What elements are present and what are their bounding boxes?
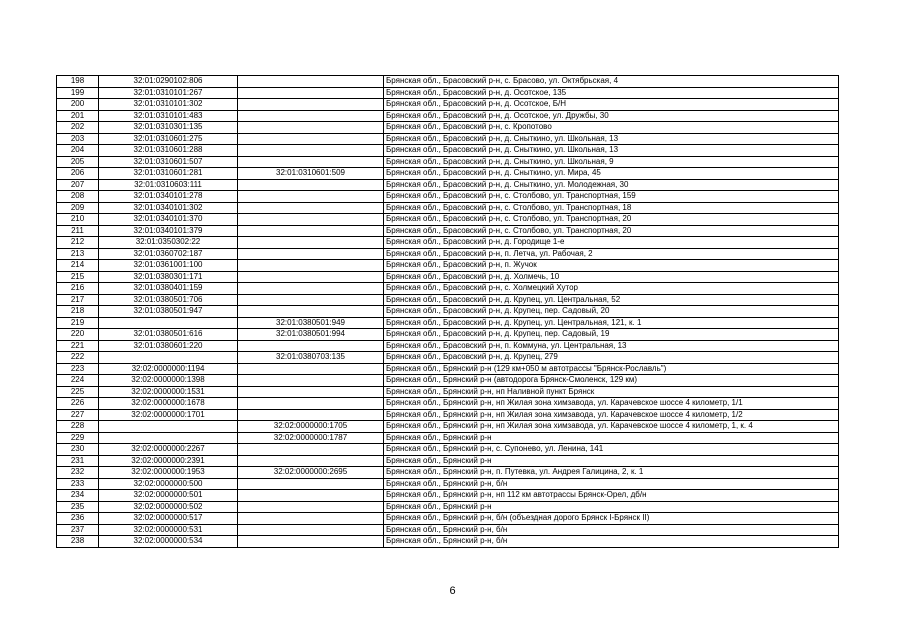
address: Брянская обл., Брасовский р-н, с. Брасово, ул. Октябрьская, 4 bbox=[384, 76, 839, 88]
address: Брянская обл., Брасовский р-н, с. Столбово, ул. Транспортная, 159 bbox=[384, 191, 839, 203]
address: Брянская обл., Брянский р-н, б/н bbox=[384, 478, 839, 490]
address: Брянская обл., Брянский р-н, б/н (объездная дорого Брянск I-Брянск II) bbox=[384, 513, 839, 525]
table-row bbox=[57, 191, 839, 203]
address: Брянская обл., Брасовский р-н, п. Коммуна, ул. Центральная, 13 bbox=[384, 340, 839, 352]
cadastral-number bbox=[99, 317, 238, 329]
address: Брянская обл., Брянский р-н, нп Наливной пункт Брянск bbox=[384, 386, 839, 398]
table-row bbox=[57, 122, 839, 134]
row-number: 220 bbox=[57, 329, 99, 341]
cadastral-number: 32:01:0310301:135 bbox=[99, 122, 238, 134]
cadastral-number: 32:01:0340101:302 bbox=[99, 202, 238, 214]
cadastral-number-secondary bbox=[238, 398, 384, 410]
address: Брянская обл., Брянский р-н, б/н bbox=[384, 536, 839, 548]
cadastral-number-secondary bbox=[238, 524, 384, 536]
table-row bbox=[57, 283, 839, 295]
address: Брянская обл., Брасовский р-н, д. Осотское, Б/Н bbox=[384, 99, 839, 111]
row-number: 224 bbox=[57, 375, 99, 387]
cadastral-number-secondary bbox=[238, 145, 384, 157]
row-number: 235 bbox=[57, 501, 99, 513]
cadastral-number: 32:02:0000000:1701 bbox=[99, 409, 238, 421]
address: Брянская обл., Брянский р-н (129 км+050 м автотрассы "Брянск-Рославль") bbox=[384, 363, 839, 375]
cadastral-number-secondary bbox=[238, 122, 384, 134]
address: Брянская обл., Брасовский р-н, с. Холмецкий Хутор bbox=[384, 283, 839, 295]
cadastral-number: 32:02:0000000:1678 bbox=[99, 398, 238, 410]
row-number: 229 bbox=[57, 432, 99, 444]
cadastral-number: 32:01:0310601:275 bbox=[99, 133, 238, 145]
table-row bbox=[57, 386, 839, 398]
row-number: 215 bbox=[57, 271, 99, 283]
cadastral-number: 32:01:0380401:159 bbox=[99, 283, 238, 295]
row-number: 212 bbox=[57, 237, 99, 249]
address: Брянская обл., Брасовский р-н, с. Кропотово bbox=[384, 122, 839, 134]
cadastral-number: 32:01:0380301:171 bbox=[99, 271, 238, 283]
cadastral-number-secondary bbox=[238, 76, 384, 88]
table-row bbox=[57, 513, 839, 525]
table-row bbox=[57, 432, 839, 444]
cadastral-number-secondary: 32:01:0380501:949 bbox=[238, 317, 384, 329]
table-row bbox=[57, 455, 839, 467]
cadastral-number: 32:02:0000000:517 bbox=[99, 513, 238, 525]
row-number: 238 bbox=[57, 536, 99, 548]
table-row bbox=[57, 467, 839, 479]
row-number: 223 bbox=[57, 363, 99, 375]
address: Брянская обл., Брянский р-н, п. Путевка, ул. Андрея Галицина, 2, к. 1 bbox=[384, 467, 839, 479]
row-number: 205 bbox=[57, 156, 99, 168]
cadastral-number: 32:01:0310101:483 bbox=[99, 110, 238, 122]
row-number: 204 bbox=[57, 145, 99, 157]
address: Брянская обл., Брасовский р-н, д. Сныткино, ул. Школьная, 9 bbox=[384, 156, 839, 168]
row-number: 232 bbox=[57, 467, 99, 479]
address: Брянская обл., Брасовский р-н, д. Сныткино, ул. Молодежная, 30 bbox=[384, 179, 839, 191]
cadastral-number-secondary bbox=[238, 248, 384, 260]
cadastral-number-secondary bbox=[238, 444, 384, 456]
cadastral-number: 32:01:0310603:111 bbox=[99, 179, 238, 191]
cadastral-number-secondary bbox=[238, 179, 384, 191]
cadastral-number-secondary: 32:02:0000000:2695 bbox=[238, 467, 384, 479]
row-number: 217 bbox=[57, 294, 99, 306]
cadastral-number-secondary bbox=[238, 363, 384, 375]
cadastral-number: 32:01:0380601:220 bbox=[99, 340, 238, 352]
address: Брянская обл., Брасовский р-н, с. Столбово, ул. Транспортная, 20 bbox=[384, 225, 839, 237]
table-row bbox=[57, 133, 839, 145]
cadastral-number: 32:01:0310101:267 bbox=[99, 87, 238, 99]
cadastral-number-secondary bbox=[238, 536, 384, 548]
cadastral-number: 32:01:0380501:947 bbox=[99, 306, 238, 318]
address: Брянская обл., Брянский р-н bbox=[384, 501, 839, 513]
table-row bbox=[57, 398, 839, 410]
row-number: 227 bbox=[57, 409, 99, 421]
table-row bbox=[57, 478, 839, 490]
table-row bbox=[57, 179, 839, 191]
row-number: 230 bbox=[57, 444, 99, 456]
table-row bbox=[57, 317, 839, 329]
cadastral-number-secondary bbox=[238, 87, 384, 99]
address: Брянская обл., Брасовский р-н, д. Крупец, ул. Центральная, 121, к. 1 bbox=[384, 317, 839, 329]
row-number: 231 bbox=[57, 455, 99, 467]
cadastral-number: 32:01:0350302:22 bbox=[99, 237, 238, 249]
address: Брянская обл., Брасовский р-н, с. Столбово, ул. Транспортная, 18 bbox=[384, 202, 839, 214]
row-number: 216 bbox=[57, 283, 99, 295]
row-number: 199 bbox=[57, 87, 99, 99]
cadastral-number-secondary bbox=[238, 513, 384, 525]
cadastral-number: 32:01:0310101:302 bbox=[99, 99, 238, 111]
registry-table bbox=[56, 75, 839, 548]
address: Брянская обл., Брасовский р-н, с. Столбово, ул. Транспортная, 20 bbox=[384, 214, 839, 226]
address: Брянская обл., Брасовский р-н, д. Холмечь, 10 bbox=[384, 271, 839, 283]
address: Брянская обл., Брянский р-н, с. Супонево, ул. Ленина, 141 bbox=[384, 444, 839, 456]
address: Брянская обл., Брасовский р-н, д. Сныткино, ул. Школьная, 13 bbox=[384, 133, 839, 145]
address: Брянская обл., Брянский р-н bbox=[384, 455, 839, 467]
table-row bbox=[57, 225, 839, 237]
address: Брянская обл., Брянский р-н, нп Жилая зона химзавода, ул. Карачевское шоссе 4 километр, 1/1 bbox=[384, 398, 839, 410]
cadastral-number: 32:02:0000000:501 bbox=[99, 490, 238, 502]
row-number: 219 bbox=[57, 317, 99, 329]
table-row bbox=[57, 237, 839, 249]
row-number: 236 bbox=[57, 513, 99, 525]
table-row bbox=[57, 156, 839, 168]
cadastral-number-secondary bbox=[238, 191, 384, 203]
row-number: 211 bbox=[57, 225, 99, 237]
cadastral-number: 32:02:0000000:500 bbox=[99, 478, 238, 490]
cadastral-number-secondary bbox=[238, 490, 384, 502]
table-row bbox=[57, 375, 839, 387]
table-row bbox=[57, 409, 839, 421]
cadastral-number-secondary bbox=[238, 283, 384, 295]
row-number: 210 bbox=[57, 214, 99, 226]
table-row bbox=[57, 444, 839, 456]
cadastral-number-secondary bbox=[238, 202, 384, 214]
cadastral-number: 32:02:0000000:2391 bbox=[99, 455, 238, 467]
table-row bbox=[57, 340, 839, 352]
cadastral-number bbox=[99, 421, 238, 433]
row-number: 203 bbox=[57, 133, 99, 145]
page-number: 6 bbox=[449, 585, 456, 597]
address: Брянская обл., Брянский р-н, нп Жилая зона химзавода, ул. Карачевское шоссе 4 километр, 1, к. 4 bbox=[384, 421, 839, 433]
table-row bbox=[57, 271, 839, 283]
cadastral-number: 32:01:0310601:507 bbox=[99, 156, 238, 168]
cadastral-number: 32:02:0000000:1531 bbox=[99, 386, 238, 398]
cadastral-number-secondary bbox=[238, 375, 384, 387]
address: Брянская обл., Брянский р-н, нп Жилая зона химзавода, ул. Карачевское шоссе 4 километр, 1/2 bbox=[384, 409, 839, 421]
row-number: 213 bbox=[57, 248, 99, 260]
table-row bbox=[57, 306, 839, 318]
cadastral-number-secondary bbox=[238, 99, 384, 111]
row-number: 202 bbox=[57, 122, 99, 134]
cadastral-number: 32:02:0000000:1398 bbox=[99, 375, 238, 387]
cadastral-number-secondary bbox=[238, 306, 384, 318]
cadastral-number: 32:02:0000000:1194 bbox=[99, 363, 238, 375]
cadastral-number: 32:01:0340101:278 bbox=[99, 191, 238, 203]
cadastral-number-secondary bbox=[238, 501, 384, 513]
address: Брянская обл., Брянский р-н (автодорога Брянск-Смоленск, 129 км) bbox=[384, 375, 839, 387]
table-row bbox=[57, 490, 839, 502]
address: Брянская обл., Брасовский р-н, п. Летча, ул. Рабочая, 2 bbox=[384, 248, 839, 260]
row-number: 208 bbox=[57, 191, 99, 203]
row-number: 214 bbox=[57, 260, 99, 272]
cadastral-number: 32:01:0310601:281 bbox=[99, 168, 238, 180]
cadastral-number: 32:02:0000000:534 bbox=[99, 536, 238, 548]
cadastral-number: 32:01:0340101:370 bbox=[99, 214, 238, 226]
address: Брянская обл., Брасовский р-н, д. Крупец, 279 bbox=[384, 352, 839, 364]
address: Брянская обл., Брянский р-н bbox=[384, 432, 839, 444]
row-number: 233 bbox=[57, 478, 99, 490]
table-row bbox=[57, 87, 839, 99]
table-row bbox=[57, 145, 839, 157]
row-number: 237 bbox=[57, 524, 99, 536]
row-number: 225 bbox=[57, 386, 99, 398]
cadastral-number bbox=[99, 432, 238, 444]
table-row bbox=[57, 421, 839, 433]
table-row bbox=[57, 214, 839, 226]
table-row bbox=[57, 110, 839, 122]
address: Брянская обл., Брасовский р-н, д. Осотское, ул. Дружбы, 30 bbox=[384, 110, 839, 122]
registry-table-body bbox=[57, 76, 839, 548]
cadastral-number-secondary bbox=[238, 340, 384, 352]
address: Брянская обл., Брасовский р-н, д. Осотское, 135 bbox=[384, 87, 839, 99]
cadastral-number-secondary bbox=[238, 271, 384, 283]
table-row bbox=[57, 501, 839, 513]
table-row bbox=[57, 248, 839, 260]
row-number: 201 bbox=[57, 110, 99, 122]
address: Брянская обл., Брасовский р-н, п. Жучок bbox=[384, 260, 839, 272]
address: Брянская обл., Брасовский р-н, д. Крупец, пер. Садовый, 19 bbox=[384, 329, 839, 341]
cadastral-number-secondary bbox=[238, 386, 384, 398]
table-row bbox=[57, 260, 839, 272]
cadastral-number-secondary bbox=[238, 455, 384, 467]
cadastral-number-secondary bbox=[238, 110, 384, 122]
cadastral-number-secondary bbox=[238, 260, 384, 272]
cadastral-number: 32:02:0000000:1953 bbox=[99, 467, 238, 479]
cadastral-number-secondary bbox=[238, 237, 384, 249]
row-number: 209 bbox=[57, 202, 99, 214]
row-number: 226 bbox=[57, 398, 99, 410]
cadastral-number-secondary bbox=[238, 156, 384, 168]
table-row bbox=[57, 99, 839, 111]
table-row bbox=[57, 168, 839, 180]
row-number: 200 bbox=[57, 99, 99, 111]
cadastral-number: 32:01:0361001:100 bbox=[99, 260, 238, 272]
table-row bbox=[57, 536, 839, 548]
cadastral-number: 32:02:0000000:531 bbox=[99, 524, 238, 536]
table-row bbox=[57, 352, 839, 364]
address: Брянская обл., Брянский р-н, нп 112 км автотрассы Брянск-Орел, дб/н bbox=[384, 490, 839, 502]
cadastral-number-secondary bbox=[238, 478, 384, 490]
cadastral-number-secondary: 32:01:0380501:994 bbox=[238, 329, 384, 341]
cadastral-number-secondary bbox=[238, 225, 384, 237]
cadastral-number bbox=[99, 352, 238, 364]
table-row bbox=[57, 294, 839, 306]
row-number: 221 bbox=[57, 340, 99, 352]
cadastral-number-secondary bbox=[238, 409, 384, 421]
cadastral-number: 32:02:0000000:502 bbox=[99, 501, 238, 513]
cadastral-number: 32:01:0360702:187 bbox=[99, 248, 238, 260]
cadastral-number-secondary: 32:01:0380703:135 bbox=[238, 352, 384, 364]
table-row bbox=[57, 76, 839, 88]
row-number: 206 bbox=[57, 168, 99, 180]
cadastral-number-secondary: 32:01:0310601:509 bbox=[238, 168, 384, 180]
address: Брянская обл., Брасовский р-н, д. Сныткино, ул. Школьная, 13 bbox=[384, 145, 839, 157]
cadastral-number-secondary bbox=[238, 214, 384, 226]
table-row bbox=[57, 524, 839, 536]
row-number: 198 bbox=[57, 76, 99, 88]
table-row bbox=[57, 329, 839, 341]
cadastral-number: 32:01:0380501:616 bbox=[99, 329, 238, 341]
row-number: 228 bbox=[57, 421, 99, 433]
cadastral-number-secondary bbox=[238, 133, 384, 145]
cadastral-number: 32:01:0290102:806 bbox=[99, 76, 238, 88]
cadastral-number-secondary: 32:02:0000000:1787 bbox=[238, 432, 384, 444]
address: Брянская обл., Брянский р-н, б/н bbox=[384, 524, 839, 536]
cadastral-number: 32:01:0340101:379 bbox=[99, 225, 238, 237]
row-number: 207 bbox=[57, 179, 99, 191]
table-row bbox=[57, 363, 839, 375]
row-number: 234 bbox=[57, 490, 99, 502]
table-row bbox=[57, 202, 839, 214]
row-number: 218 bbox=[57, 306, 99, 318]
cadastral-number: 32:02:0000000:2267 bbox=[99, 444, 238, 456]
address: Брянская обл., Брасовский р-н, д. Городище 1-е bbox=[384, 237, 839, 249]
address: Брянская обл., Брасовский р-н, д. Сныткино, ул. Мира, 45 bbox=[384, 168, 839, 180]
address: Брянская обл., Брасовский р-н, д. Крупец, пер. Садовый, 20 bbox=[384, 306, 839, 318]
cadastral-number-secondary: 32:02:0000000:1705 bbox=[238, 421, 384, 433]
row-number: 222 bbox=[57, 352, 99, 364]
cadastral-number: 32:01:0380501:706 bbox=[99, 294, 238, 306]
address: Брянская обл., Брасовский р-н, д. Крупец, ул. Центральная, 52 bbox=[384, 294, 839, 306]
cadastral-number-secondary bbox=[238, 294, 384, 306]
cadastral-number: 32:01:0310601:288 bbox=[99, 145, 238, 157]
